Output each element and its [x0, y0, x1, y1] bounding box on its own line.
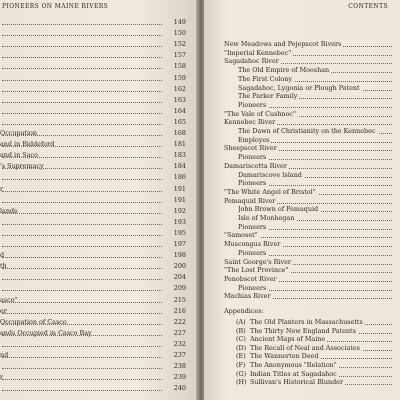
left-toc-page-number: 216	[173, 306, 186, 315]
left-toc-page-number: 152	[173, 40, 186, 49]
left-toc-row	[0, 185, 188, 194]
right-toc-entry	[224, 57, 392, 66]
left-running-title: PIONEERS ON MAINE RIVERS	[2, 3, 109, 10]
right-toc-entry	[224, 49, 392, 58]
left-toc-row	[0, 340, 188, 349]
leader-dots	[2, 113, 162, 114]
leader-dots	[2, 313, 162, 314]
right-toc-subentry	[238, 214, 392, 223]
right-toc-subentry	[238, 136, 392, 145]
appendices-label: Appendices:	[224, 307, 264, 315]
appendix-title: The Old Planters in Massachusetts	[250, 318, 363, 326]
leader-dots	[2, 246, 162, 247]
left-toc-row	[0, 62, 188, 71]
left-toc-row	[0, 218, 188, 227]
right-toc-text: "Samoset"	[224, 231, 258, 240]
right-toc-entry	[224, 110, 392, 119]
right-toc-text: Machias River	[224, 292, 271, 301]
left-toc-row	[0, 85, 188, 94]
left-toc-row	[0, 140, 188, 149]
leader-dots	[2, 290, 162, 291]
left-toc-page-number: 209	[173, 284, 186, 293]
right-toc-subentry	[238, 171, 392, 180]
right-toc-subentry	[238, 84, 392, 93]
left-toc-row	[0, 196, 188, 205]
right-toc-subentry	[238, 66, 392, 75]
right-toc-entry	[224, 144, 392, 153]
left-toc-page-number: 157	[173, 51, 186, 60]
leader-dots	[2, 91, 162, 92]
right-toc-text: The Dawn of Christianity on the Kennebec	[238, 127, 376, 135]
left-toc-row	[0, 329, 188, 338]
right-toc-text: Saint George's River	[224, 257, 291, 266]
leader-dots	[2, 46, 162, 47]
left-toc-text: th	[0, 262, 7, 271]
right-toc-text: Damariscove Island	[238, 170, 302, 179]
left-toc-row	[0, 273, 188, 282]
right-toc-text: Isle of Monhegan	[238, 214, 295, 222]
leader-dots	[2, 191, 162, 192]
left-toc-page-number: 181	[173, 140, 186, 149]
left-toc-text: ands Occupied in Casco Bay	[0, 328, 92, 337]
left-toc-text: er	[0, 306, 7, 315]
right-toc-text: Kennebec River	[224, 118, 276, 127]
left-toc-row	[0, 118, 188, 127]
left-toc-row	[0, 362, 188, 371]
right-toc-text: John Brown of Pemaquid	[238, 205, 319, 214]
right-toc-text: Sagadahoc, Lygonia or Plough Patent	[238, 83, 360, 92]
right-toc-entry	[224, 240, 392, 249]
right-toc-text: Employes	[238, 135, 270, 144]
right-toc-text: Pioneers	[238, 153, 267, 162]
left-toc-row	[0, 296, 188, 305]
right-toc-text: Pioneers	[238, 179, 267, 188]
appendix-letter: (G)	[236, 370, 250, 379]
left-toc-row	[0, 162, 188, 171]
appendix-title: Indian Titles at Sagadahoc	[250, 369, 337, 378]
left-toc-page-number: 200	[173, 262, 186, 271]
appendix-letter: (A)	[236, 318, 250, 327]
right-toc-text: Pemaquid River	[224, 196, 276, 205]
left-toc-text: r	[0, 184, 4, 193]
right-toc-subentry	[238, 92, 392, 101]
leader-dots	[2, 35, 162, 36]
left-page	[0, 0, 198, 400]
left-toc-row	[0, 151, 188, 160]
left-toc-row	[0, 29, 188, 38]
right-toc-subentry	[238, 75, 392, 84]
left-toc-page-number: 186	[173, 173, 186, 182]
left-toc-page-number: 165	[173, 117, 186, 126]
left-toc-row	[0, 251, 188, 260]
left-toc-text: asco"	[0, 295, 18, 304]
right-toc-text: New Meadows and Pejepscot Rivers	[224, 40, 342, 48]
left-toc-page-number: 184	[173, 162, 186, 171]
left-toc-page-number: 222	[173, 317, 186, 326]
left-toc-page-number: 240	[173, 384, 186, 393]
right-toc-subentry	[238, 179, 392, 188]
appendix-letter: (H)	[236, 378, 250, 387]
leader-dots	[2, 279, 162, 280]
left-toc-page-number: 191	[173, 184, 186, 193]
left-toc-row	[0, 229, 188, 238]
left-toc-text: and in Saco	[0, 151, 38, 160]
left-toc-page-number: 149	[173, 18, 186, 26]
left-toc-text: 's Supremacy	[0, 162, 44, 171]
left-toc-page-number: 191	[173, 195, 186, 204]
left-toc-page-number: 237	[173, 351, 186, 359]
appendix-letter: (E)	[236, 352, 250, 361]
left-toc-row	[0, 51, 188, 60]
appendix-letter: (C)	[236, 335, 250, 344]
left-toc-page-number: 150	[173, 29, 186, 38]
left-toc-text: r	[0, 373, 4, 382]
left-running-head	[2, 3, 108, 10]
right-toc-text: Pioneers	[238, 100, 267, 109]
appendix-letter: (D)	[236, 344, 250, 353]
left-toc-row	[0, 318, 188, 327]
appendix-letter: (B)	[236, 327, 250, 336]
leader-dots	[2, 257, 162, 258]
left-toc-text: Occupation of Casco	[0, 317, 67, 326]
right-toc-subentry	[238, 127, 392, 136]
appendix-title: The Thirty New England Patents	[250, 326, 356, 335]
right-toc-entry	[224, 292, 392, 301]
appendix-title: The Wannerton Deed	[250, 352, 319, 361]
appendix-title: Ancient Maps of Maine	[250, 335, 326, 344]
right-running-head: CONTENTS	[348, 3, 388, 10]
appendix-letter: (F)	[236, 361, 250, 370]
right-toc-text: "The White Angel of Bristol"	[224, 187, 316, 196]
leader-dots	[2, 368, 162, 369]
left-toc-page-number: 204	[173, 273, 186, 282]
right-toc-entry	[224, 40, 392, 49]
left-toc-text: nd	[0, 351, 9, 359]
left-toc-row	[0, 129, 188, 138]
left-toc-page-number: 195	[173, 228, 186, 237]
left-toc-page-number: 168	[173, 129, 186, 137]
right-toc-text: Penobscot River	[224, 274, 277, 283]
leader-dots	[2, 68, 162, 69]
left-toc-page-number: 197	[173, 240, 186, 248]
right-toc-subentry	[238, 249, 392, 258]
left-toc-text: d	[0, 251, 5, 260]
left-toc-page-number: 215	[173, 295, 186, 304]
right-toc-text: Pioneers	[238, 248, 267, 257]
left-toc-page-number: 163	[173, 95, 186, 104]
right-toc-subentry	[238, 284, 392, 293]
right-toc-subentry	[238, 205, 392, 214]
left-toc-row	[0, 207, 188, 216]
leader-dots	[2, 268, 162, 269]
left-toc-row	[0, 384, 188, 393]
leader-dots	[2, 224, 162, 225]
right-toc-text: Muscongus River	[224, 240, 281, 249]
right-toc-entry	[224, 162, 392, 171]
left-toc-row	[0, 240, 188, 249]
right-toc-entry	[224, 118, 392, 127]
left-toc-text: Occupation	[0, 129, 37, 137]
left-toc-row	[0, 262, 188, 271]
left-toc-row	[0, 307, 188, 316]
right-toc-text: Pioneers	[238, 283, 267, 292]
leader-dots	[2, 102, 162, 103]
leader-dots	[2, 24, 162, 25]
left-toc-row	[0, 373, 188, 382]
left-toc-row	[0, 351, 188, 360]
appendix-item	[236, 378, 392, 387]
right-toc-entry	[224, 197, 392, 206]
leader-dots	[2, 213, 162, 214]
right-toc-text: Sheepscot River	[224, 144, 277, 153]
right-toc-entry	[224, 258, 392, 267]
right-toc-text: The Parker Family	[238, 92, 298, 101]
appendix-title: The Recall of Neal and Associates	[250, 343, 360, 352]
appendix-title: Sullivan's Historical Blunder	[250, 378, 344, 387]
right-toc-entry	[224, 266, 392, 275]
leader-dots	[2, 124, 162, 125]
left-toc-page-number: 183	[173, 151, 186, 160]
right-toc-text: Pioneers	[238, 222, 267, 231]
leader-dots	[2, 390, 162, 391]
right-toc-text: The First Colony	[238, 74, 292, 83]
left-toc-row	[0, 96, 188, 105]
left-toc-page-number: 198	[173, 251, 186, 260]
left-toc-row	[0, 74, 188, 83]
appendix-title: The Anonymous "Relation"	[250, 361, 337, 369]
right-toc-text: "The Lost Province"	[224, 266, 289, 275]
right-toc-subentry	[238, 153, 392, 162]
left-toc-page-number: 239	[173, 373, 186, 382]
left-toc-text: lands	[0, 206, 18, 215]
right-page	[204, 0, 400, 400]
left-toc-page-number: 164	[173, 106, 186, 115]
right-toc-subentry	[238, 223, 392, 232]
leader-dots	[2, 379, 162, 380]
leader-dots	[2, 202, 162, 203]
right-toc-text: "The Vale of Cushnoc"	[224, 109, 296, 118]
leader-dots	[2, 179, 162, 180]
left-toc-page-number: 162	[173, 84, 186, 93]
leader-dots	[2, 302, 162, 303]
leader-dots	[2, 80, 162, 81]
leader-dots	[2, 57, 162, 58]
right-toc-text: "Imperial Kennebec"	[224, 48, 292, 57]
right-toc-text: The Old Empire of Mooshan	[238, 66, 330, 75]
right-toc-subentry	[238, 101, 392, 110]
leader-dots	[2, 346, 162, 347]
right-toc-entry	[224, 275, 392, 284]
left-toc-page-number: 227	[173, 328, 186, 337]
left-toc-text: and in Biddeford	[0, 140, 55, 149]
left-toc-page-number: 158	[173, 62, 186, 71]
left-toc-page-number: 193	[173, 217, 186, 226]
left-toc-row	[0, 18, 188, 27]
right-toc-text: Sagadahoc River	[224, 57, 279, 66]
right-toc-entry	[224, 231, 392, 240]
left-toc-row	[0, 173, 188, 182]
left-toc-row	[0, 284, 188, 293]
left-toc-page-number: 238	[173, 362, 186, 371]
left-toc-row	[0, 40, 188, 49]
left-toc-page-number: 159	[173, 73, 186, 82]
leader-dots	[2, 235, 162, 236]
right-toc-entry	[224, 188, 392, 197]
leader-dots	[2, 357, 162, 358]
left-toc-row	[0, 107, 188, 116]
left-toc-page-number: 232	[173, 339, 186, 348]
left-toc-page-number: 192	[173, 206, 186, 215]
right-toc-text: Damariscotta River	[224, 161, 287, 170]
